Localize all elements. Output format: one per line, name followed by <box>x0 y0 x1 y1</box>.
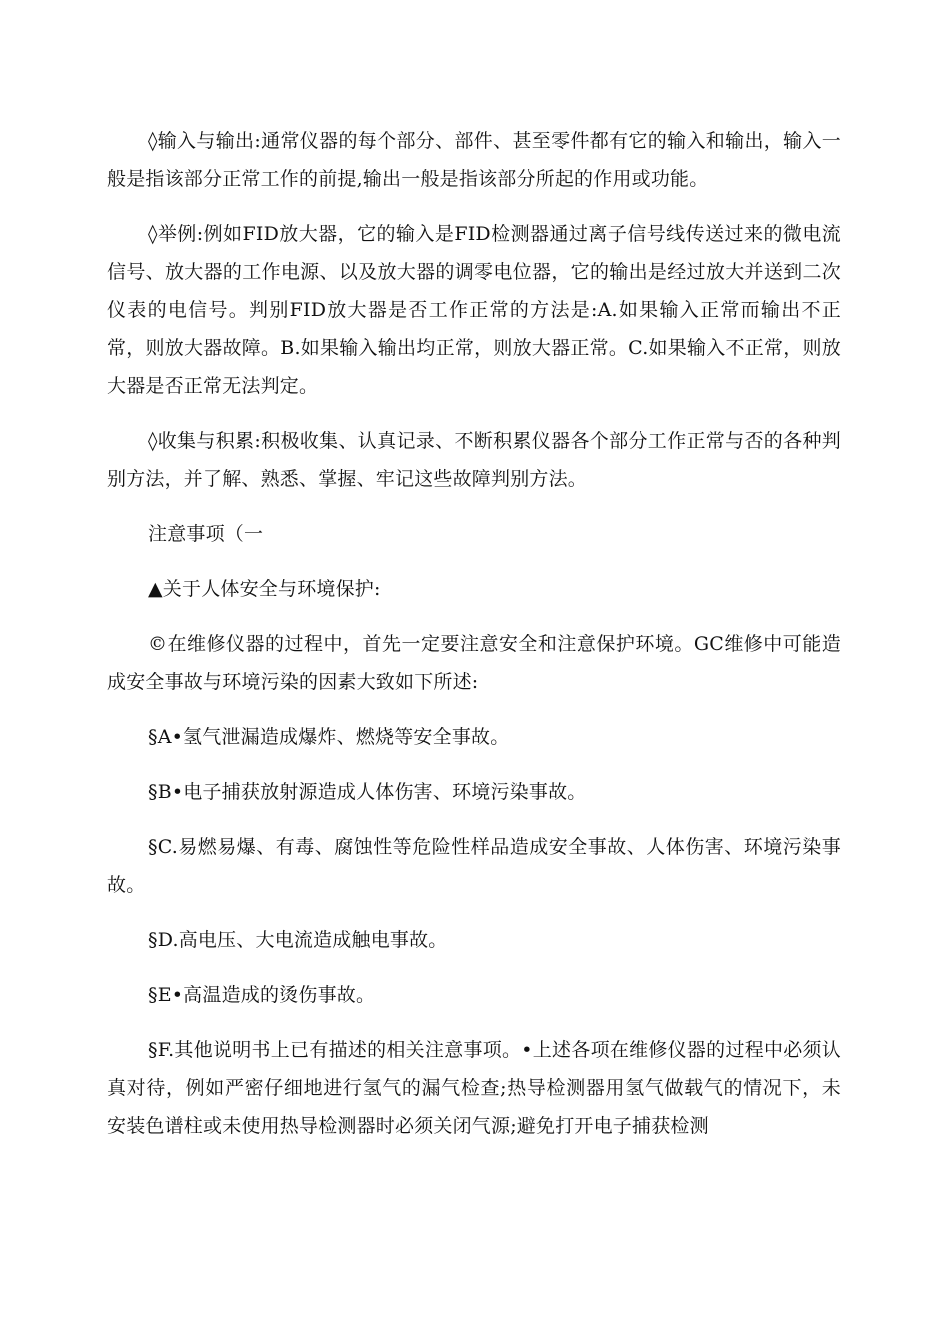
list-item-b: §B•电子捕获放射源造成人体伤害、环境污染事故。 <box>148 781 587 803</box>
paragraph-collect-accumulate: ◊收集与积累:积极收集、认真记录、不断积累仪器各个部分工作正常与否的各种判别方法，并了解、熟悉、掌握、牢记这些故障判别方法。 <box>107 430 841 490</box>
paragraph-input-output: ◊输入与输出:通常仪器的每个部分、部件、甚至零件都有它的输入和输出，输入一般是指该部分正常工作的前提,输出一般是指该部分所起的作用或功能。 <box>107 130 841 190</box>
list-item-d: §D.高电压、大电流造成触电事故。 <box>148 929 448 951</box>
subheading-safety-environment: ▲关于人体安全与环境保护: <box>148 578 381 600</box>
list-item-c: §C.易燃易爆、有毒、腐蚀性等危险性样品造成安全事故、人体伤害、环境污染事故。 <box>107 836 841 896</box>
list-item-e: §E•高温造成的烫伤事故。 <box>148 984 376 1006</box>
list-item-a: §A•氢气泄漏造成爆炸、燃烧等安全事故。 <box>148 726 510 748</box>
list-item-f: §F.其他说明书上已有描述的相关注意事项。•上述各项在维修仪器的过程中必须认真对待，例如严密仔细地进行氢气的漏气检查;热导检测器用氢气做载气的情况下，未安装色谱柱或未使用热导检测器时必须关闭气源;避免打开电子捕获检测 <box>107 1039 841 1137</box>
paragraph-example-fid: ◊举例:例如FID放大器，它的输入是FID检测器通过离子信号线传送过来的微电流信号、放大器的工作电源、以及放大器的调零电位器，它的输出是经过放大并送到二次仪表的电信号。判别FID放大器是否工作正常的方法是:A.如果输入正常而输出不正常，则放大器故障。B.如果输入输出均正常，则放大器正常。C.如果输入不正常，则放大器是否正常无法判定。 <box>107 223 841 397</box>
section-heading-notes: 注意事项（一 <box>148 523 264 545</box>
paragraph-safety-intro: ©在维修仪器的过程中，首先一定要注意安全和注意保护环境。GC维修中可能造成安全事故与环境污染的因素大致如下所述: <box>107 633 841 693</box>
document-body <box>107 122 841 1145</box>
